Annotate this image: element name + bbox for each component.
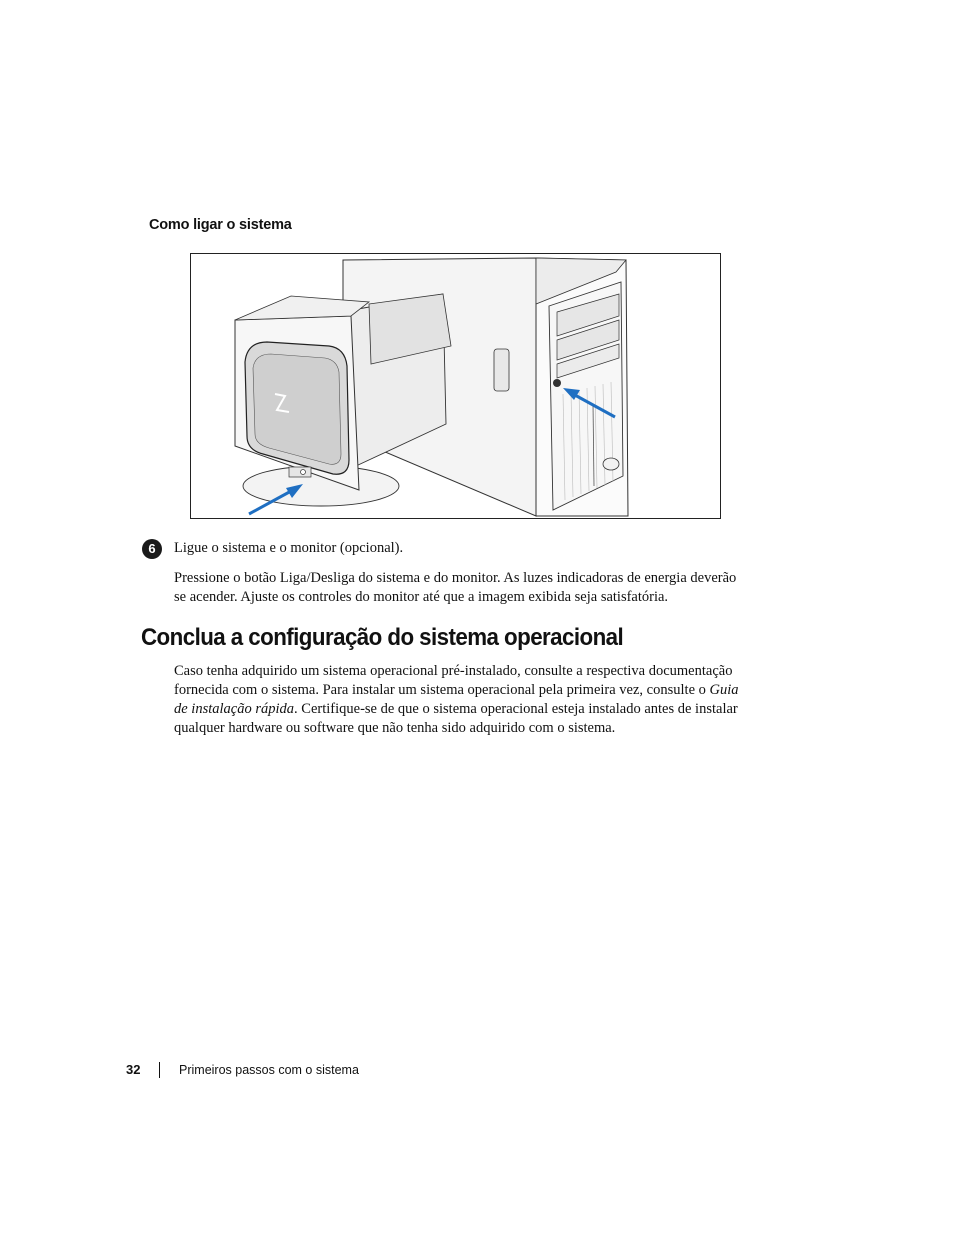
system-power-illustration <box>190 253 721 519</box>
guide-title-reference: de instalação rápida <box>174 701 295 717</box>
crt-monitor <box>235 294 451 506</box>
footer-section-name: Primeiros passos com o sistema <box>179 1063 359 1077</box>
paragraph-line <box>174 700 739 719</box>
paragraph-line: qualquer hardware ou software que não tenha sido adquirido com o sistema. <box>174 720 616 736</box>
monitor-power-icon <box>301 470 306 475</box>
power-instructions-paragraph <box>174 569 736 607</box>
guide-title-reference: Guia <box>709 682 739 698</box>
paragraph-line: Caso tenha adquirido um sistema operacional pré-instalado, consulte a respectiva documentação <box>174 663 733 679</box>
paragraph-line: Pressione o botão Liga/Desliga do sistema e do monitor. As luzes indicadoras de energia deverão <box>174 570 737 586</box>
paragraph-line <box>174 681 739 700</box>
paragraph-text: fornecida com o sistema. Para instalar um sistema operacional pela primeira vez, consulte o <box>174 682 710 698</box>
step-instruction: Ligue o sistema e o monitor (opcional). <box>174 540 404 556</box>
paragraph-text: . Certifique-se de que o sistema operacional esteja instalado antes de instalar <box>294 701 738 717</box>
power-button-icon <box>553 379 561 387</box>
figure-heading: Como ligar o sistema <box>149 217 292 233</box>
paragraph-line: se acender. Ajuste os controles do monitor até que a imagem exibida seja satisfatória. <box>174 589 669 605</box>
section-title: Conclua a configuração do sistema operacional <box>141 624 624 651</box>
step-number-badge: 6 <box>142 539 162 559</box>
os-setup-paragraph <box>174 662 739 738</box>
footer-divider <box>159 1062 160 1078</box>
page-number: 32 <box>126 1062 141 1077</box>
